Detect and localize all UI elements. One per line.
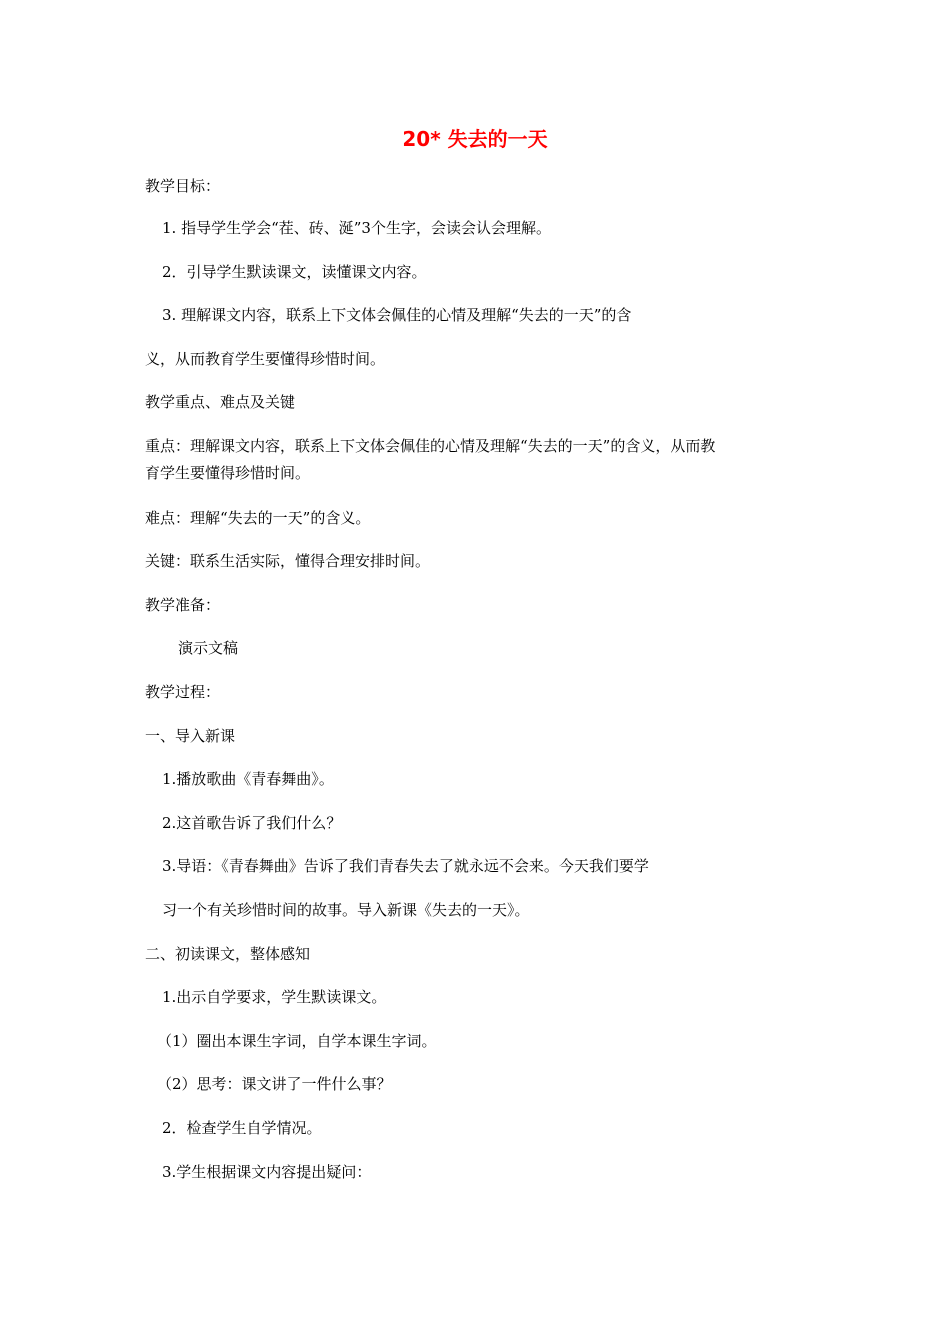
preparation-item: 演示文稿	[178, 639, 239, 657]
part-two-step-1-item-2: （2）思考：课文讲了一件什么事？	[157, 1075, 392, 1093]
key-point-focus: 重点：理解课文内容，联系上下文体会佩佳的心情及理解“失去的一天”的含义，从而教	[145, 437, 716, 455]
section-heading-preparation: 教学准备：	[145, 596, 221, 614]
objective-1: 1. 指导学生学会“茬、砖、涎”3个生字，会读会认会理解。	[162, 219, 551, 237]
objective-3-continued: 义，从而教育学生要懂得珍惜时间。	[145, 350, 386, 368]
key-point-difficulty: 难点：理解“失去的一天”的含义。	[145, 509, 371, 527]
key-point-focus-continued: 育学生要懂得珍惜时间。	[145, 464, 311, 482]
part-one-heading: 一、导入新课	[145, 727, 236, 745]
objective-3: 3. 理解课文内容，联系上下文体会佩佳的心情及理解“失去的一天”的含	[162, 306, 632, 324]
key-point-key: 关键：联系生活实际，懂得合理安排时间。	[145, 552, 431, 570]
part-two-step-1: 1.出示自学要求，学生默读课文。	[162, 988, 387, 1006]
section-heading-objectives: 教学目标：	[145, 177, 221, 195]
section-heading-key-points: 教学重点、难点及关键	[145, 393, 296, 411]
section-heading-process: 教学过程：	[145, 683, 221, 701]
document-title: 20* 失去的一天	[402, 127, 548, 151]
part-two-step-2: 2．检查学生自学情况。	[162, 1119, 322, 1137]
part-two-step-1-item-1: （1）圈出本课生字词，自学本课生字词。	[157, 1032, 437, 1050]
part-one-step-3-continued: 习一个有关珍惜时间的故事。导入新课《失去的一天》。	[162, 901, 530, 919]
part-one-step-3: 3.导语：《青春舞曲》告诉了我们青春失去了就永远不会来。今天我们要学	[162, 857, 649, 875]
objective-2: 2．引导学生默读课文，读懂课文内容。	[162, 263, 427, 281]
part-one-step-1: 1.播放歌曲《青春舞曲》。	[162, 770, 334, 788]
part-one-step-2: 2.这首歌告诉了我们什么？	[162, 814, 342, 832]
part-two-heading: 二、初读课文，整体感知	[145, 945, 311, 963]
part-two-step-3: 3.学生根据课文内容提出疑问：	[162, 1163, 372, 1181]
